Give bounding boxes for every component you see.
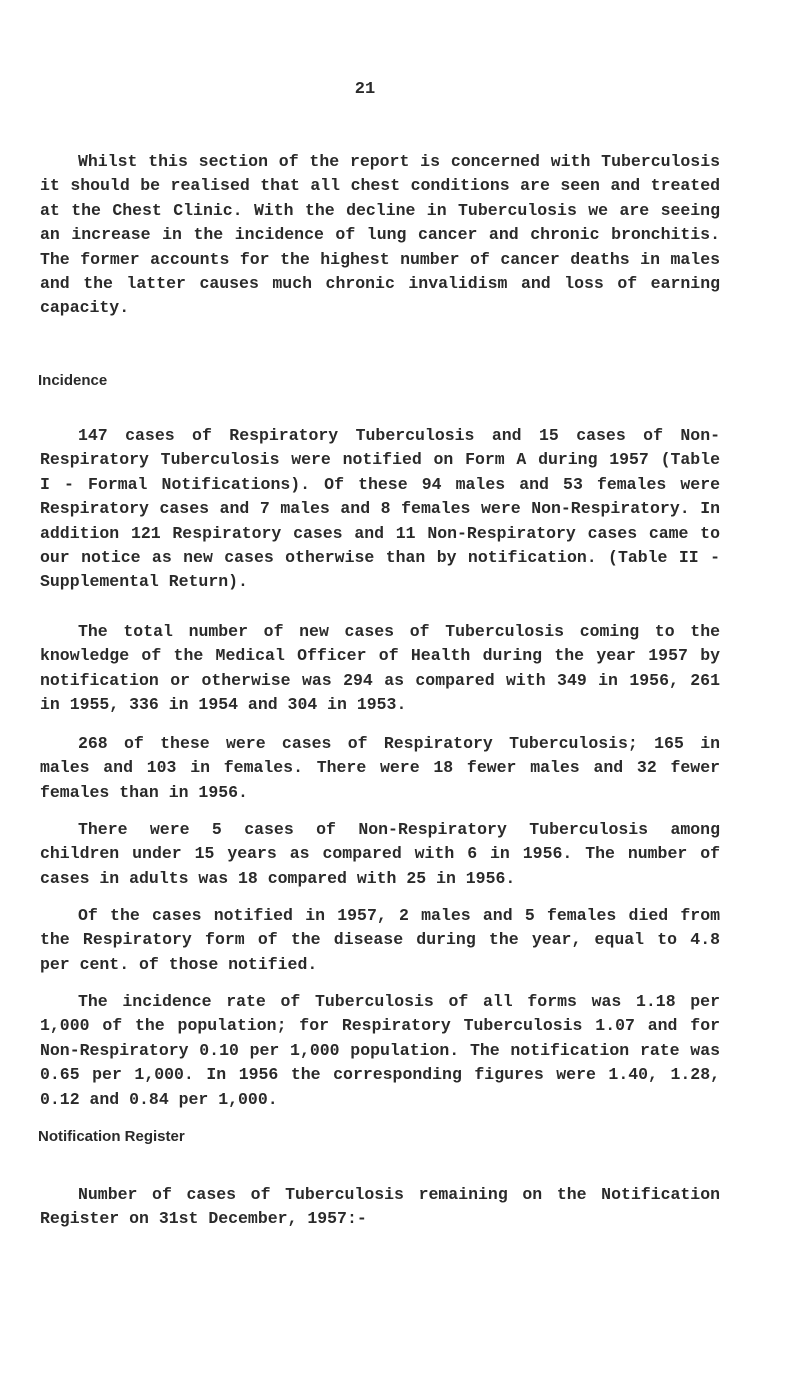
- incidence-paragraph-6: [40, 990, 720, 1112]
- incidence-heading: Incidence: [38, 372, 108, 389]
- paragraph-text: The incidence rate of Tuberculosis of all forms was 1.18 per 1,000 of the population; for Respiratory Tuberculosis 1.07 and for Non-Respiratory 0.10 per 1,000 population. The notification rate was 0.65 per 1,000. In 1956 the corresponding figures were 1.40, 1.28, 0.12 and 0.84 per 1,000.: [40, 992, 720, 1109]
- paragraph-text: 147 cases of Respiratory Tuberculosis and 15 cases of Non-Respiratory Tuberculosis were notified on Form A during 1957 (Table I - Formal Notifications). Of these 94 males and 53 females were Respiratory cases and 7 males and 8 females were Non-Respiratory. In addition 121 Respiratory cases and 11 Non-Respiratory cases came to our notice as new cases otherwise than by notification. (Table II - Supplemental Return).: [40, 426, 720, 592]
- paragraph-text: 268 of these were cases of Respiratory Tuberculosis; 165 in males and 103 in females. There were 18 fewer males and 32 fewer females than in 1956.: [40, 734, 720, 802]
- notification-register-paragraph: [40, 1183, 720, 1232]
- intro-text: Whilst this section of the report is concerned with Tuberculosis it should be realised that all chest conditions are seen and treated at the Chest Clinic. With the decline in Tuberculosis we are seeing an increase in the incidence of lung cancer and chronic bronchitis. The former accounts for the highest number of cancer deaths in males and the latter causes much chronic invalidism and loss of earning capacity.: [40, 152, 720, 318]
- paragraph-text: Of the cases notified in 1957, 2 males and 5 females died from the Respiratory form of the disease during the year, equal to 4.8 per cent. of those notified.: [40, 906, 720, 974]
- intro-paragraph: [40, 150, 720, 321]
- incidence-paragraph-4: [40, 818, 720, 891]
- incidence-paragraph-3: [40, 732, 720, 805]
- incidence-paragraph-2: [40, 620, 720, 718]
- paragraph-text: There were 5 cases of Non-Respiratory Tuberculosis among children under 15 years as compared with 6 in 1956. The number of cases in adults was 18 compared with 25 in 1956.: [40, 820, 720, 888]
- notification-register-heading: Notification Register: [38, 1128, 185, 1145]
- incidence-paragraph-5: [40, 904, 720, 977]
- incidence-paragraph-1: [40, 424, 720, 595]
- paragraph-text: Number of cases of Tuberculosis remaining on the Notification Register on 31st December, 1957:-: [40, 1185, 720, 1229]
- page-number: 21: [354, 80, 376, 99]
- paragraph-text: The total number of new cases of Tuberculosis coming to the knowledge of the Medical Officer of Health during the year 1957 by notification or otherwise was 294 as compared with 349 in 1956, 261 in 1955, 336 in 1954 and 304 in 1953.: [40, 622, 720, 715]
